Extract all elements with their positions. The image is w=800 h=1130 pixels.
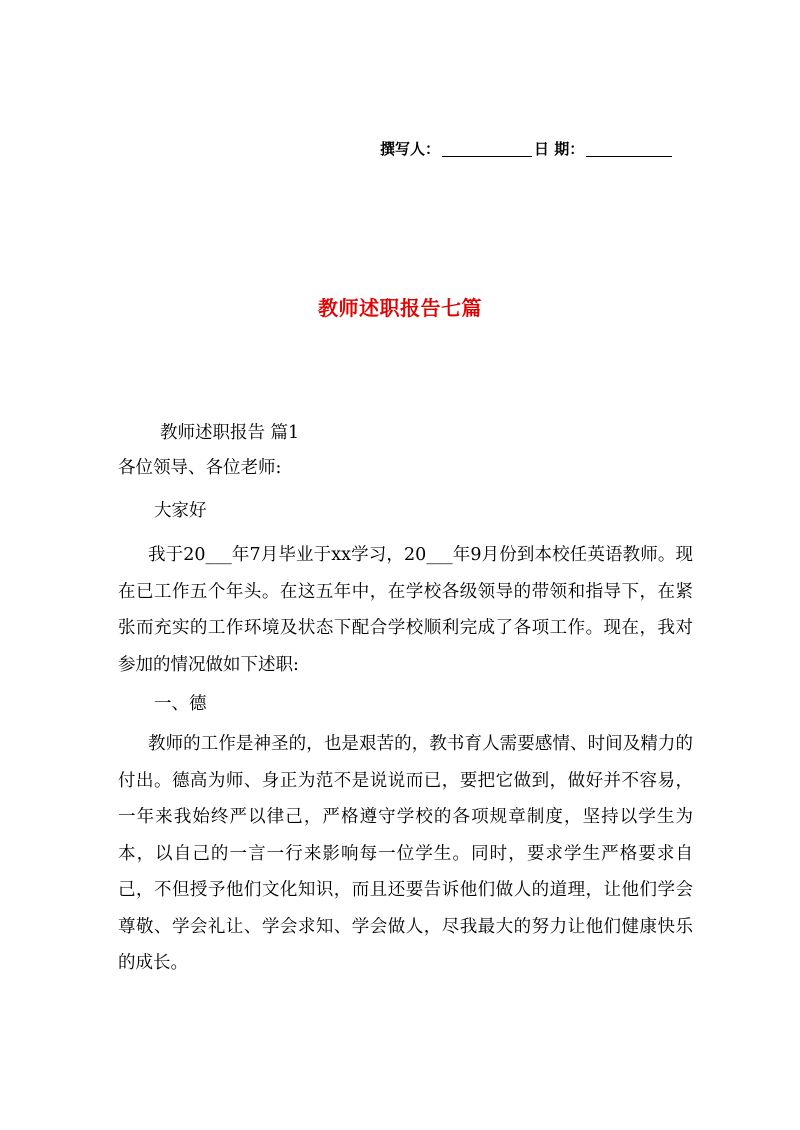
author-label: 撰写人： [380, 140, 441, 158]
salutation: 各位领导、各位老师: [118, 458, 282, 478]
document-title: 教师述职报告七篇 [318, 296, 482, 320]
greeting: 大家好 [154, 501, 207, 521]
virtue-paragraph: 教师的工作是神圣的，也是艰苦的，教书育人需要感情、时间及精力的付出。德高为师、身正为范不是说说而已，要把它做到，做好并不容易，一年来我始终严以律己，严格遵守学校的各项规章制度，坚持以学生为本，以自己的一言一行来影响每一位学生。同时，要求学生严格要求自己，不但授予他们文化知识，而且还要告诉他们做人的道理，让他们学会尊敬、学会礼让、学会求知、学会做人，尽我最大的努力让他们健康快乐的成长。 [118, 734, 693, 973]
section-heading: 教师述职报告 篇1 [160, 423, 300, 443]
date-blank [586, 141, 672, 157]
document-body [118, 418, 693, 988]
date-label: 日 期： [534, 140, 585, 158]
author-date-line [380, 138, 674, 159]
author-blank [442, 141, 532, 157]
intro-paragraph: 我于20___年7月毕业于xx学习，20___年9月份到本校任英语教师。现在已工作五个年头。在这五年中，在学校各级领导的带领和指导下，在紧张而充实的工作环境及状态下配合学校顺利完成了各项工作。现在，我对参加的情况做如下述职: [118, 545, 693, 675]
subheading-virtue: 一、德 [154, 694, 207, 714]
